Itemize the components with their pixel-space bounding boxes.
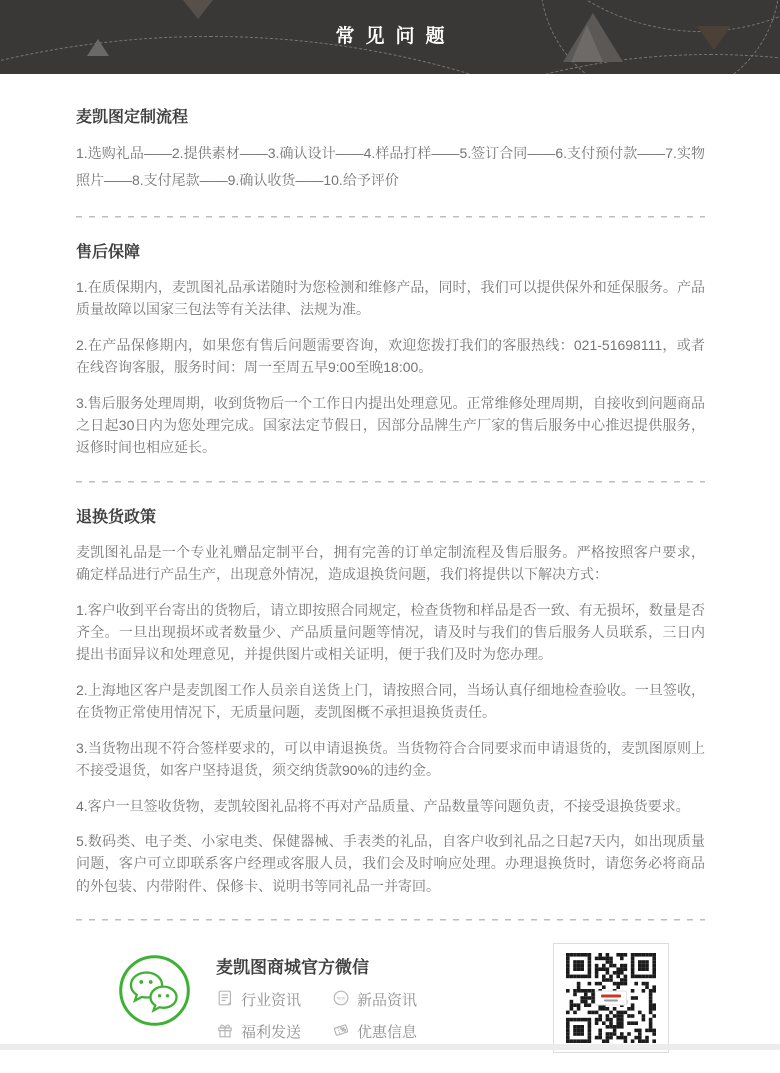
paragraph: 麦凯图礼品是一个专业礼赠品定制平台，拥有完善的订单定制流程及售后服务。严格按照客户要求，确定样品进行产品生产，出现意外情况，造成退换货问题，我们将提供以下解决方式： — [76, 543, 705, 583]
feature-discount-info — [332, 1021, 432, 1045]
section-after-sales — [76, 242, 705, 459]
gift-icon — [216, 1021, 234, 1045]
dashed-divider — [76, 919, 705, 921]
wechat-feature-grid — [216, 989, 432, 1045]
coupon-icon — [332, 1021, 350, 1045]
paragraph: 3.售后服务处理周期，收到货物后一个工作日内提出处理意见。正常维修处理周期，自接收到问题商品之日起30日内为您处理完成。国家法定节假日，因部分品牌生产厂家的售后服务中心推迟提供服务，返修时间也相应延长。 — [76, 394, 705, 456]
dashed-divider — [76, 216, 705, 218]
section-heading: 退换货政策 — [76, 508, 157, 526]
section-heading: 售后保障 — [76, 244, 141, 261]
paragraph: 1.在质保期内，麦凯图礼品承诺随时为您检测和维修产品，同时，我们可以提供保外和延保服务。产品质量故障以国家三包法等有关法律、法规为准。 — [76, 279, 705, 318]
section-custom-process — [76, 107, 705, 194]
wechat-info-block — [216, 957, 432, 1045]
triangle-decoration — [183, 0, 213, 19]
wechat-account-title: 麦凯图商城官方微信 — [216, 958, 369, 978]
paragraph: 2.上海地区客户是麦凯图工作人员亲自送货上门，请按照合同，当场认真仔细地检查验收。一旦签收，在货物正常使用情况下，无质量问题，麦凯图概不承担退换货责任。 — [76, 681, 705, 721]
process-steps-text: 1.选购礼品——2.提供素材——3.确认设计——4.样品打样——5.签订合同——6.支付预付款——7.实物照片——8.支付尾款——9.确认收货——10.给予评价 — [76, 145, 705, 188]
page-banner — [0, 0, 780, 74]
feature-new-products — [332, 989, 432, 1013]
page-title: 常见问题 — [335, 26, 456, 47]
new-badge-icon — [332, 989, 350, 1013]
paragraph: 2.在产品保修期内，如果您有售后问题需要咨询，欢迎您拨打我们的客服热线：021-51698111，或者在线咨询客服，服务时间：周一至周五早9:00至晚18:00。 — [76, 336, 705, 376]
feature-benefits — [216, 1021, 316, 1045]
section-return-policy — [76, 507, 705, 897]
feature-label: 新品资讯 — [357, 992, 418, 1010]
feature-label: 优惠信息 — [357, 1024, 418, 1042]
paragraph: 1.客户收到平台寄出的货物后，请立即按照合同规定，检查货物和样品是否一致、有无损坏，数量是否齐全。一旦出现损坏或者数量少、产品质量问题等情况，请及时与我们的售后服务人员联系，三日内提出书面异议和处理意见，并提供图片或相关证明，便于我们及时为您办理。 — [76, 601, 705, 663]
wechat-icon — [117, 953, 192, 1028]
paragraph: 4.客户一旦签收货物，麦凯较图礼品将不再对产品质量、产品数量等问题负责，不接受退换货要求。 — [76, 797, 690, 814]
paragraph: 5.数码类、电子类、小家电类、保健器械、手表类的礼品，自客户收到礼品之日起7天内，如出现质量问题，客户可立即联系客户经理或客服人员，我们会及时响应处理。办理退换货时，请您务必将商品的外包装、内带附件、保修卡、说明书等同礼品一并寄回。 — [76, 832, 705, 894]
svg-text:NEW: NEW — [336, 996, 346, 1001]
bottom-strip — [0, 1044, 780, 1050]
qr-center-logo — [595, 991, 627, 1006]
dashed-divider — [76, 481, 705, 483]
paragraph: 3.当货物出现不符合签样要求的，可以申请退换货。当货物符合合同要求而申请退货的，麦凯图原则上不接受退货，如客户坚持退货，须交纳货款90%的违约金。 — [76, 739, 705, 779]
wechat-qr-code — [553, 943, 669, 1053]
faq-content — [0, 107, 780, 921]
feature-label: 福利发送 — [241, 1024, 302, 1042]
feature-industry-news — [216, 989, 316, 1013]
wechat-footer — [0, 943, 780, 1073]
section-heading: 麦凯图定制流程 — [76, 109, 189, 126]
feature-label: 行业资讯 — [241, 992, 302, 1010]
news-doc-icon — [216, 989, 234, 1013]
